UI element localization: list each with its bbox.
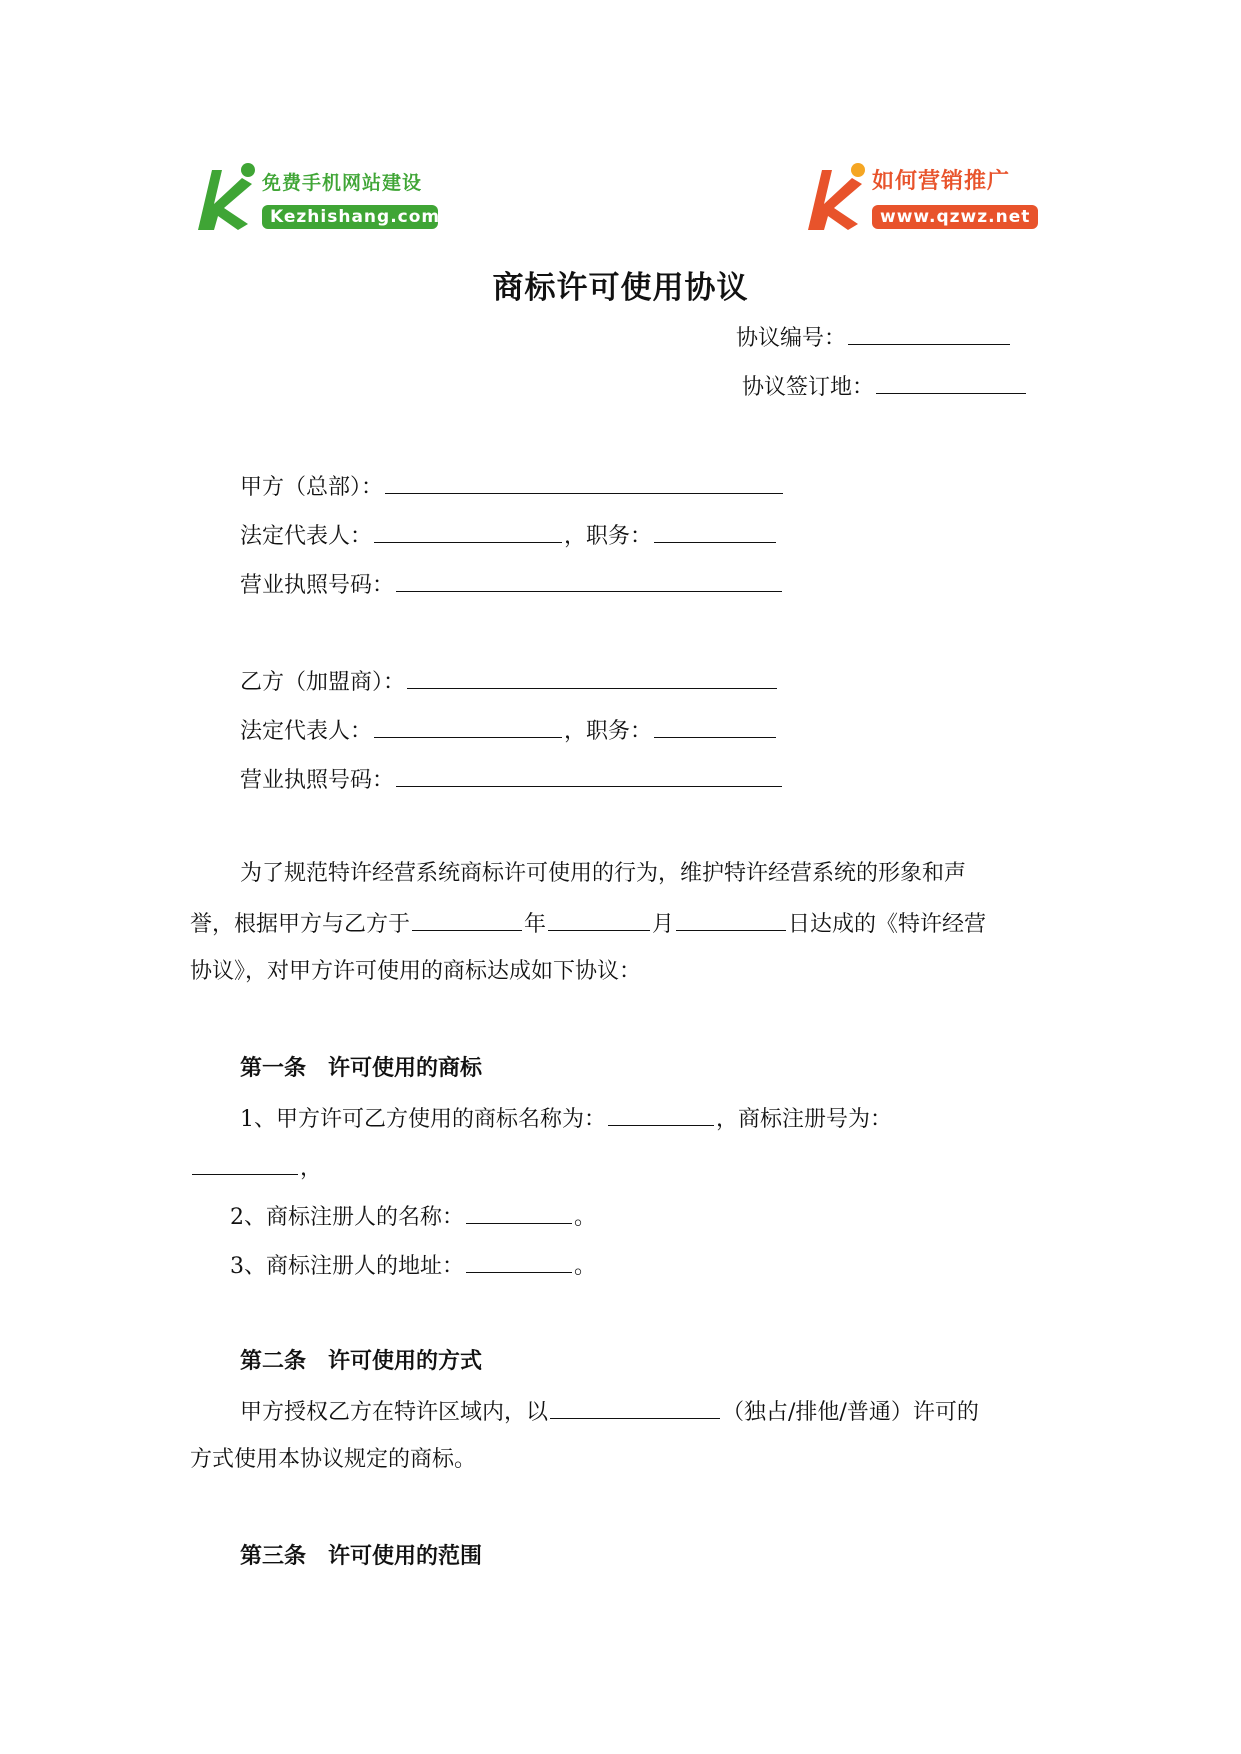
logo-domain: Kezhishang.com (262, 205, 438, 229)
party-b-line (240, 666, 779, 698)
intro-text: 日达成的《特许经营 (788, 912, 987, 937)
party-a-blank[interactable] (385, 471, 783, 494)
intro-day-blank[interactable] (676, 908, 786, 931)
intro-year-label: 年 (524, 912, 547, 937)
article-3-heading: 第三条 许可使用的范围 (240, 1544, 483, 1569)
agreement-number-label: 协议编号： (736, 326, 847, 351)
article-1-item-3-text: 3、商标注册人的地址： (230, 1254, 464, 1279)
logo-tagline: 免费手机网站建设 (262, 172, 423, 194)
party-b-license-label: 营业执照号码： (240, 768, 395, 793)
license-type-blank[interactable] (550, 1396, 720, 1419)
article-1-item-2 (230, 1201, 596, 1233)
intro-year-blank[interactable] (412, 908, 522, 931)
article-1-item-2-text: 2、商标注册人的名称： (230, 1205, 464, 1230)
article-2-line-1 (240, 1396, 979, 1428)
intro-line-2 (190, 908, 986, 940)
registrant-address-blank[interactable] (466, 1250, 572, 1273)
registrant-name-blank[interactable] (466, 1201, 572, 1224)
intro-line-3: 协议》，对甲方许可使用的商标达成如下协议： (190, 959, 642, 984)
signing-place-blank[interactable] (876, 371, 1026, 394)
agreement-number-line (736, 322, 1012, 354)
signing-place-label: 协议签订地： (742, 375, 875, 400)
party-a-license-label: 营业执照号码： (240, 573, 395, 598)
intro-text: 誉，根据甲方与乙方于 (190, 912, 411, 937)
article-1-item-1-cont (190, 1152, 322, 1184)
party-b-license-line (240, 764, 784, 796)
party-a-license-blank[interactable] (396, 569, 782, 592)
party-b-position-label: ，职务： (564, 719, 653, 744)
party-b-position-blank[interactable] (654, 715, 776, 738)
party-b-rep-blank[interactable] (374, 715, 562, 738)
article-1-heading: 第一条 许可使用的商标 (240, 1056, 483, 1081)
article-1-item-2-text: 。 (574, 1205, 597, 1230)
party-a-line (240, 471, 785, 503)
qzwz-logo (800, 156, 1050, 236)
party-a-rep-label: 法定代表人： (240, 524, 373, 549)
party-a-position-blank[interactable] (654, 520, 776, 543)
party-b-blank[interactable] (407, 666, 777, 689)
party-a-rep-blank[interactable] (374, 520, 562, 543)
article-1-item-3 (230, 1250, 596, 1282)
logo-domain: www.qzwz.net (872, 205, 1038, 229)
article-1-item-1 (240, 1103, 892, 1135)
signing-place-line (742, 371, 1028, 403)
party-a-position-label: ，职务： (564, 524, 653, 549)
logo-tagline: 如何营销推广 (872, 169, 1011, 194)
trademark-reg-number-blank[interactable] (192, 1152, 298, 1175)
article-1-item-1-text: 1、甲方许可乙方使用的商标名称为： (240, 1107, 606, 1132)
k-logo-icon (800, 160, 870, 232)
article-1-item-1-text: ， (300, 1156, 323, 1181)
article-2-heading: 第二条 许可使用的方式 (240, 1349, 483, 1374)
intro-month-label: 月 (652, 912, 675, 937)
document-title: 商标许可使用协议 (492, 270, 749, 306)
party-b-label: 乙方（加盟商）： (240, 670, 406, 695)
trademark-name-blank[interactable] (608, 1103, 714, 1126)
party-a-license-line (240, 569, 784, 601)
k-logo-icon (190, 160, 260, 232)
article-2-text: 甲方授权乙方在特许区域内，以 (240, 1400, 549, 1425)
article-1-item-3-text: 。 (574, 1254, 597, 1279)
article-1-item-1-text: ，商标注册号为： (716, 1107, 893, 1132)
party-a-label: 甲方（总部）： (240, 475, 384, 500)
party-b-license-blank[interactable] (396, 764, 782, 787)
article-2-line-2: 方式使用本协议规定的商标。 (190, 1447, 477, 1472)
party-b-rep-line (240, 715, 778, 747)
kezhishang-logo (190, 156, 440, 236)
intro-month-blank[interactable] (548, 908, 650, 931)
intro-line-1: 为了规范特许经营系统商标许可使用的行为，维护特许经营系统的形象和声 (240, 861, 967, 886)
agreement-number-blank[interactable] (848, 322, 1010, 345)
article-2-text: （独占/排他/普通）许可的 (722, 1400, 979, 1425)
party-b-rep-label: 法定代表人： (240, 719, 373, 744)
party-a-rep-line (240, 520, 778, 552)
